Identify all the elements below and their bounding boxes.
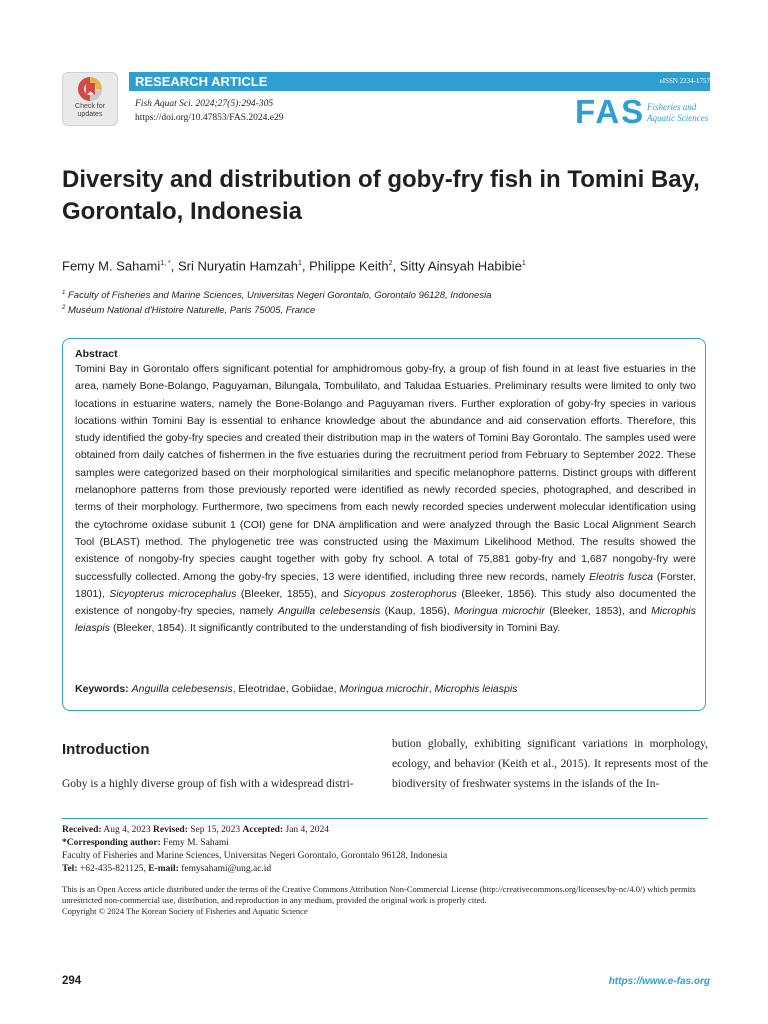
dates-line: Received: Aug 4, 2023 Revised: Sep 15, 2023 Accepted: Jan 4, 2024 xyxy=(62,825,330,835)
copyright-text: Copyright © 2024 The Korean Society of Fisheries and Aquatic Science xyxy=(62,906,308,916)
doi-link[interactable]: https://doi.org/10.47853/FAS.2024.e29 xyxy=(135,113,284,123)
article-type-label: RESEARCH ARTICLE xyxy=(135,74,268,89)
email-link[interactable]: femysahami@ung.ac.id xyxy=(178,864,272,874)
author: Philippe Keith xyxy=(309,258,389,274)
badge-line2: updates xyxy=(77,111,103,118)
journal-website-link[interactable]: https://www.e-fas.org xyxy=(608,976,710,987)
author-list: Femy M. Sahami$^{1, *}$, Sri Nuryatin Hamzah$^1$, Philippe Keith$^2$, Sitty Ainsyah Habibie$^1$ xyxy=(62,258,526,274)
introduction-heading: Introduction xyxy=(62,741,150,758)
corresponding-affiliation: Faculty of Fisheries and Marine Sciences, Universitas Negeri Gorontalo, Gorontalo 96128, Indonesia xyxy=(62,851,448,861)
license-notice xyxy=(62,884,710,917)
badge-line1: Check for xyxy=(75,103,105,110)
citation: Fish Aquat Sci. 2024;27(5):294-305 xyxy=(135,99,274,109)
journal-logo: FAS xyxy=(575,93,646,130)
abstract-text: Tomini Bay in Gorontalo offers significant potential for amphidromous goby-fry, a group of fish found in at least five estuaries in the area, namely Bone-Bolango, Paguyaman, Bilungala, Tombulilato, and Taludaa Estuaries. Preliminary results were limited to only two locations in estuarine waters, namely the Bone-Bolango and Paguyaman rivers. Further exploration of goby-fry species in various locations within Tomini Bay is essential to enhance knowledge about the abundance and aid conservation efforts. Therefore, this study identified the goby-fry species and created their distribution map in the waters of Tomini Bay Gorontalo. The samples used were obtained from daily catches of fishermen in the five estuaries during the recruitment period from February to September 2022. These samples were categorized based on their morphological similarities and specific melanophore patterns. Distinct groups with different melanophore patterns from those previously reported were identified as newly recorded species, photographed, and described in terms of their morphology. Furthermore, two specimens from each newly recorded species underwent molecular identification using the cytochrome oxidase subunit 1 (COI) gene for DNA amplification and were analyzed through the Basic Local Alignment Search Tool (BLAST) method. The phylogenetic tree was constructed using the Maximum Likelihood Method. The results showed the existence of nongoby-fry species caught together with goby fry school. A total of 75,881 goby-fry and 1,687 nongoby-fry were successfully collected. Among the goby-fry species, 13 were identified, including three new records, namely Eleotris fusca (Forster, 1801), Sicyopterus microcephalus (Bleeker, 1855), and Sicyopus zosterophorus (Bleeker, 1856). This study also documented the existence of nongoby-fry species, namely Anguilla celebesensis (Kaup, 1856), Moringua microchir (Bleeker, 1853), and Microphis leiaspis (Bleeker, 1854). It significantly contributed to the understanding of fish biodiversity in Tomini Bay. xyxy=(75,363,696,635)
page-number: 294 xyxy=(62,975,82,987)
keywords: Keywords: Anguilla celebesensis, Eleotridae, Gobiidae, Moringua microchir, Microphis leiaspis xyxy=(75,683,518,695)
footnote-divider xyxy=(62,818,708,819)
license-text: This is an Open Access article distributed under the terms of the Creative Commons Attribution Non-Commercial License (http://creativecommons.org/licenses/by-nc/4.0/) which permits unrestricted non-commercial use, distribution, and reproduction in any medium, provided the original work is properly cited. xyxy=(62,884,696,905)
author: Femy M. Sahami xyxy=(62,258,161,274)
journal-logo-subtitle: Fisheries and Aquatic Sciences xyxy=(647,102,709,123)
article-title: Diversity and distribution of goby-fry fish in Tomini Bay, Gorontalo, Indonesia xyxy=(62,166,700,225)
corresponding-author: *Corresponding author: Femy M. Sahami xyxy=(62,838,229,848)
affiliation-2: $^2$ Muséum National d'Histoire Naturelle, Paris 75005, France xyxy=(62,305,316,317)
author: Sitty Ainsyah Habibie xyxy=(399,258,522,274)
article-footnotes xyxy=(62,824,710,876)
abstract-heading: Abstract xyxy=(75,348,118,360)
eissn: eISSN 2234-1757 xyxy=(659,77,710,85)
affiliation-1: $^1$ Faculty of Fisheries and Marine Sciences, Universitas Negeri Gorontalo, Gorontalo 96128, Indonesia xyxy=(62,290,492,302)
introduction-column-2: bution globally, exhibiting significant variations in morphology, ecology, and behavior (Keith et al., 2015). It represents most of the biodiversity of freshwater systems in the islands of the In- xyxy=(392,738,708,790)
check-for-updates-badge[interactable] xyxy=(62,72,118,126)
introduction-column-1: Goby is a highly diverse group of fish with a widespread distri- xyxy=(62,778,354,790)
contact-line: Tel: +62-435-821125, E-mail: femysahami@ung.ac.id xyxy=(62,864,272,874)
author: Sri Nuryatin Hamzah xyxy=(178,258,298,274)
affiliations xyxy=(62,287,491,317)
